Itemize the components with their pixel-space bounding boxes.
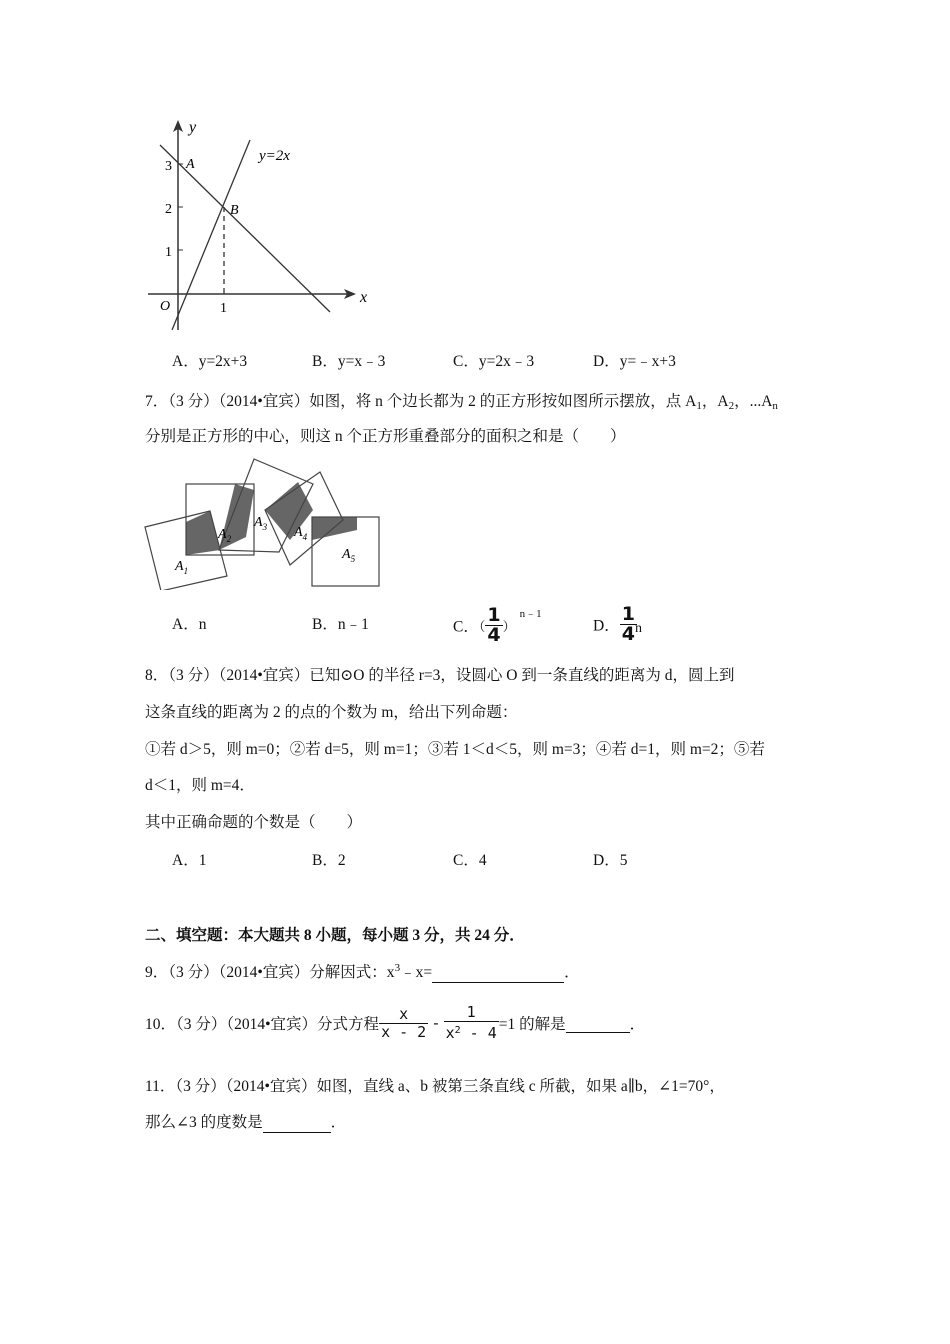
line-label: y=2x — [259, 148, 290, 164]
q8-line1: 8．（3 分）（2014•宜宾）已知⊙O 的半径 r=3，设圆心 O 到一条直线的距离为 d，圆上到 — [145, 667, 735, 684]
q8-line3: ①若 d＞5，则 m=0；②若 d=5，则 m=1；③若 1＜d＜5，则 m=3；④若 d=1，则 m=2；⑤若 — [145, 741, 765, 758]
q8-line5: 其中正确命题的个数是（ ） — [145, 814, 363, 831]
tick-x-1: 1 — [220, 301, 227, 316]
q9-answer-blank[interactable] — [432, 964, 564, 983]
q7-squares-figure — [140, 455, 385, 590]
tick-y-1: 1 — [165, 245, 172, 260]
q6-option-a[interactable]: A．y=2x+3 — [172, 353, 248, 370]
label-a3: $A_3$ — [254, 515, 268, 532]
y-axis-label: y — [189, 119, 197, 136]
q6-option-b[interactable]: B．y=x﹣3 — [312, 353, 386, 370]
q10-answer-blank[interactable] — [566, 1014, 630, 1033]
origin-label: O — [160, 299, 171, 314]
q7-option-b[interactable]: B．n﹣1 — [312, 616, 369, 633]
q7-line2: 分别是正方形的中心，则这 n 个正方形重叠部分的面积之和是（ ） — [145, 428, 626, 445]
q11-line1: 11．（3 分）（2014•宜宾）如图，直线 a、b 被第三条直线 c 所截，如果 a∥b，∠1=70°， — [145, 1078, 725, 1095]
q6-coordinate-graph — [140, 112, 390, 337]
q7-option-c[interactable]: C．（ $\frac{1}{4}$ ）$^{n﹣1}$ — [453, 603, 542, 646]
q8-option-d[interactable]: D．5 — [593, 852, 628, 869]
q8-option-b[interactable]: B．2 — [312, 852, 346, 869]
q10-line: 10．（3 分）（2014•宜宾）分式方程 $\frac{x}{x - 2}$ - $\frac{1}{x^2 - 4}$ =1 的解是 ． — [145, 1003, 646, 1042]
tick-y-2: 2 — [165, 202, 172, 217]
q6-option-d[interactable]: D．y=﹣x+3 — [593, 353, 676, 370]
q11-answer-blank[interactable] — [263, 1114, 331, 1133]
q9-line: 9．（3 分）（2014•宜宾）分解因式：$x^3﹣x=$ ． — [145, 962, 580, 981]
point-b-label: B — [230, 203, 239, 218]
x-axis-label: x — [360, 289, 368, 306]
q10-fraction-2: $\frac{1}{x^2 - 4}$ — [445, 1003, 497, 1042]
q8-line4: d＜1，则 m=4． — [145, 777, 255, 794]
q8-option-c[interactable]: C．4 — [453, 852, 487, 869]
q7-option-a[interactable]: A．n — [172, 616, 207, 633]
q8-option-a[interactable]: A．1 — [172, 852, 207, 869]
q7-line1: 7．（3 分）（2014•宜宾）如图，将 n 个边长都为 2 的正方形按如图所示摆放，点 $A_1$，$A_2$，$...A_n$ — [145, 393, 778, 412]
label-a2: $A_2$ — [218, 527, 232, 544]
q7-option-d[interactable]: D． $\frac{1}{4}$ n — [593, 603, 642, 645]
q11-line2: 那么∠3 的度数是 ． — [145, 1114, 347, 1131]
point-a-label: A — [186, 157, 195, 172]
overlap-1 — [186, 511, 220, 555]
label-a1: $A_1$ — [175, 559, 189, 576]
q8-line2: 这条直线的距离为 2 的点的个数为 m，给出下列命题： — [145, 704, 518, 721]
q10-fraction-1: $\frac{x}{x - 2}$ — [381, 1004, 427, 1041]
label-a4: $A_4$ — [294, 525, 308, 542]
label-a5: $A_5$ — [342, 547, 356, 564]
tick-y-3: 3 — [165, 159, 172, 174]
section-2-title: 二、填空题：本大题共 8 小题，每小题 3 分，共 24 分． — [145, 927, 525, 944]
overlap-4 — [312, 517, 357, 540]
q6-option-c[interactable]: C．y=2x﹣3 — [453, 353, 535, 370]
